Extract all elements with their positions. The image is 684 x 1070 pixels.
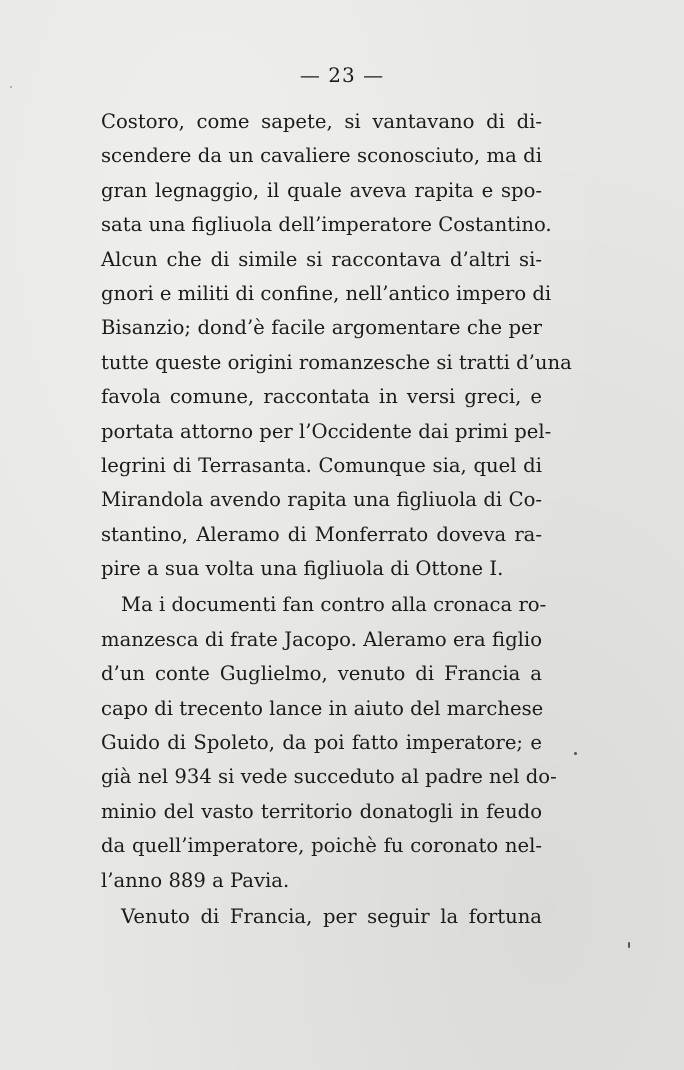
text-line: gnori e militi di confine, nell’antico impero di — [101, 281, 552, 305]
print-speck — [574, 752, 577, 755]
text-line: pire a sua volta una figliuola di Ottone I. — [101, 557, 504, 581]
text-line: l’anno 889 a Pavia. — [101, 868, 290, 892]
text-line: tutte queste origini romanzesche si tratti d’una — [101, 350, 572, 374]
print-speck — [10, 86, 12, 88]
text-line: stantino, Aleramo di Monferrato doveva ra- — [101, 522, 542, 546]
text-line: Ma i documenti fan contro alla cronaca ro- — [121, 593, 547, 617]
text-line: sata una figliuola dell’imperatore Costantino. — [101, 213, 552, 237]
text-line: portata attorno per l’Occidente dai primi pel- — [101, 419, 552, 443]
print-speck — [628, 942, 630, 948]
text-line: gran legnaggio, il quale aveva rapita e spo- — [101, 178, 542, 202]
text-line: capo di trecento lance in aiuto del marchese — [101, 696, 544, 720]
text-line: Venuto di Francia, per seguir la fortuna — [121, 904, 542, 928]
text-line: Bisanzio; dond’è facile argomentare che per — [101, 316, 542, 340]
text-line: Costoro, come sapete, si vantavano di di- — [101, 110, 542, 133]
text-line: minio del vasto territorio donatogli in feudo — [101, 799, 542, 823]
text-line: Mirandola avendo rapita una figliuola di Co- — [101, 488, 542, 512]
body-text — [101, 105, 572, 934]
text-line: Guido di Spoleto, da poi fatto imperatore; e — [101, 731, 542, 755]
text-line: d’un conte Guglielmo, venuto di Francia a — [101, 662, 542, 686]
text-line: favola comune, raccontata in versi greci, e — [101, 385, 542, 409]
text-line: già nel 934 si vede succeduto al padre nel do- — [101, 765, 557, 789]
page-number: — 23 — — [299, 63, 385, 87]
text-line: Alcun che di simile si raccontava d’altri si- — [101, 247, 542, 271]
text-line: manzesca di frate Jacopo. Aleramo era figlio — [101, 627, 542, 651]
text-line: da quell’imperatore, poichè fu coronato nel- — [101, 834, 542, 858]
text-line: scendere da un cavaliere sconosciuto, ma di — [101, 144, 542, 168]
text-line: legrini di Terrasanta. Comunque sia, quel di — [101, 453, 542, 477]
